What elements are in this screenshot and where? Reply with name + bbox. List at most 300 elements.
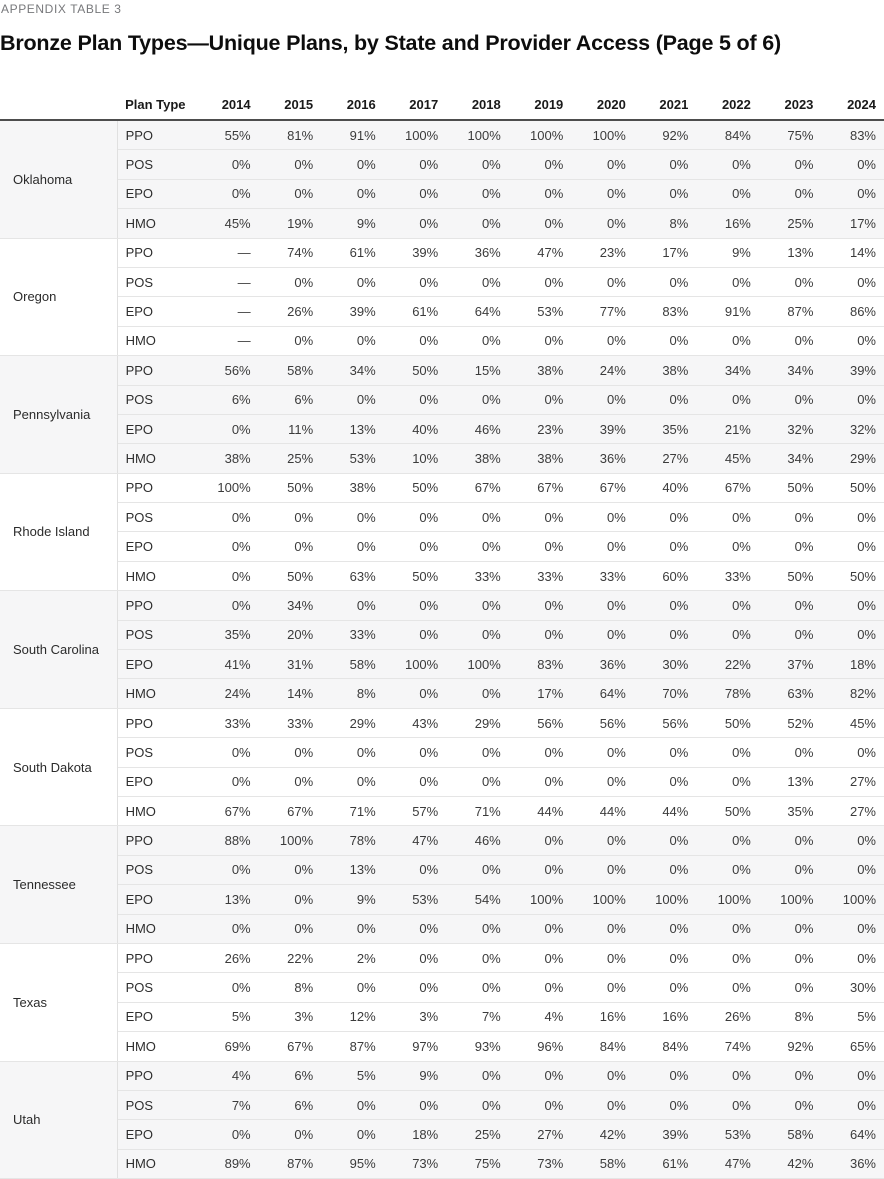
value-cell: 0%	[509, 385, 572, 414]
value-cell: 78%	[696, 679, 759, 708]
value-cell: 0%	[446, 943, 509, 972]
state-name-cell: Tennessee	[0, 826, 117, 944]
value-cell: 87%	[321, 1032, 384, 1061]
value-cell: 0%	[446, 267, 509, 296]
table-row	[0, 855, 884, 884]
value-cell: 0%	[509, 1061, 572, 1090]
value-cell: —	[196, 238, 259, 267]
value-cell: 35%	[759, 796, 822, 825]
value-cell: 0%	[196, 150, 259, 179]
value-cell: 14%	[259, 679, 322, 708]
value-cell: 17%	[509, 679, 572, 708]
value-cell: 0%	[696, 914, 759, 943]
value-cell: 0%	[446, 1090, 509, 1119]
state-name-cell: Texas	[0, 943, 117, 1061]
value-cell: 33%	[571, 561, 634, 590]
value-cell: 0%	[259, 767, 322, 796]
column-header-year: 2019	[509, 89, 572, 120]
value-cell: 38%	[196, 444, 259, 473]
value-cell: 61%	[634, 1149, 697, 1178]
value-cell: 0%	[446, 620, 509, 649]
value-cell: 0%	[384, 620, 447, 649]
value-cell: 83%	[634, 297, 697, 326]
value-cell: 0%	[571, 591, 634, 620]
value-cell: 0%	[759, 326, 822, 355]
plan-type-cell: POS	[117, 150, 196, 179]
value-cell: 0%	[571, 326, 634, 355]
value-cell: 0%	[509, 591, 572, 620]
plan-type-cell: PPO	[117, 943, 196, 972]
value-cell: 21%	[696, 414, 759, 443]
value-cell: 0%	[696, 326, 759, 355]
value-cell: 67%	[259, 1032, 322, 1061]
value-cell: 24%	[196, 679, 259, 708]
value-cell: 0%	[384, 914, 447, 943]
value-cell: 0%	[571, 532, 634, 561]
value-cell: 0%	[384, 326, 447, 355]
column-header-year: 2022	[696, 89, 759, 120]
value-cell: 74%	[259, 238, 322, 267]
value-cell: 100%	[759, 885, 822, 914]
value-cell: 0%	[259, 267, 322, 296]
value-cell: 9%	[321, 209, 384, 238]
value-cell: 8%	[759, 1002, 822, 1031]
value-cell: 0%	[821, 532, 884, 561]
value-cell: 34%	[759, 356, 822, 385]
plan-type-cell: PPO	[117, 120, 196, 150]
value-cell: 0%	[446, 503, 509, 532]
value-cell: 6%	[196, 385, 259, 414]
value-cell: 0%	[196, 973, 259, 1002]
value-cell: 0%	[571, 1090, 634, 1119]
value-cell: 0%	[509, 620, 572, 649]
value-cell: 0%	[821, 620, 884, 649]
table-row	[0, 179, 884, 208]
column-header-year: 2021	[634, 89, 697, 120]
value-cell: 33%	[696, 561, 759, 590]
value-cell: 88%	[196, 826, 259, 855]
value-cell: 0%	[696, 267, 759, 296]
bronze-plan-types-table	[0, 89, 884, 1179]
value-cell: 0%	[696, 1061, 759, 1090]
value-cell: 0%	[446, 385, 509, 414]
value-cell: 0%	[759, 1061, 822, 1090]
value-cell: 81%	[259, 120, 322, 150]
value-cell: 0%	[509, 943, 572, 972]
value-cell: 0%	[634, 738, 697, 767]
table-row	[0, 503, 884, 532]
value-cell: 4%	[196, 1061, 259, 1090]
value-cell: 0%	[634, 385, 697, 414]
value-cell: 0%	[821, 326, 884, 355]
value-cell: 91%	[321, 120, 384, 150]
plan-type-cell: PPO	[117, 708, 196, 737]
value-cell: 0%	[759, 532, 822, 561]
value-cell: 34%	[696, 356, 759, 385]
value-cell: 0%	[696, 591, 759, 620]
value-cell: 22%	[696, 650, 759, 679]
column-header-year: 2017	[384, 89, 447, 120]
table-row	[0, 150, 884, 179]
table-row	[0, 1061, 884, 1090]
plan-type-cell: PPO	[117, 1061, 196, 1090]
value-cell: 82%	[821, 679, 884, 708]
value-cell: 0%	[446, 1061, 509, 1090]
value-cell: 0%	[509, 209, 572, 238]
table-row	[0, 238, 884, 267]
value-cell: 0%	[384, 738, 447, 767]
value-cell: 0%	[321, 326, 384, 355]
value-cell: 16%	[696, 209, 759, 238]
value-cell: 0%	[259, 503, 322, 532]
value-cell: 100%	[696, 885, 759, 914]
value-cell: 36%	[571, 444, 634, 473]
value-cell: 0%	[196, 738, 259, 767]
value-cell: 35%	[634, 414, 697, 443]
value-cell: 0%	[571, 943, 634, 972]
value-cell: 0%	[321, 767, 384, 796]
value-cell: 43%	[384, 708, 447, 737]
value-cell: 41%	[196, 650, 259, 679]
value-cell: 18%	[821, 650, 884, 679]
value-cell: 0%	[384, 267, 447, 296]
value-cell: —	[196, 326, 259, 355]
value-cell: 0%	[321, 973, 384, 1002]
value-cell: 87%	[759, 297, 822, 326]
value-cell: 0%	[571, 620, 634, 649]
value-cell: 67%	[259, 796, 322, 825]
value-cell: 0%	[384, 179, 447, 208]
value-cell: 0%	[384, 532, 447, 561]
value-cell: 56%	[571, 708, 634, 737]
value-cell: 0%	[634, 1061, 697, 1090]
plan-type-cell: HMO	[117, 561, 196, 590]
table-row	[0, 650, 884, 679]
value-cell: 89%	[196, 1149, 259, 1178]
plan-type-cell: EPO	[117, 414, 196, 443]
value-cell: 0%	[509, 150, 572, 179]
value-cell: 0%	[634, 855, 697, 884]
value-cell: 75%	[759, 120, 822, 150]
value-cell: 0%	[571, 385, 634, 414]
column-header-plan-type: Plan Type	[117, 89, 196, 120]
table-row	[0, 297, 884, 326]
value-cell: 36%	[446, 238, 509, 267]
column-header-year: 2018	[446, 89, 509, 120]
value-cell: 0%	[321, 591, 384, 620]
value-cell: 6%	[259, 1090, 322, 1119]
value-cell: 44%	[509, 796, 572, 825]
value-cell: 0%	[196, 179, 259, 208]
value-cell: 56%	[509, 708, 572, 737]
plan-type-cell: EPO	[117, 767, 196, 796]
value-cell: 60%	[634, 561, 697, 590]
plan-type-cell: POS	[117, 503, 196, 532]
value-cell: 100%	[571, 885, 634, 914]
value-cell: 26%	[259, 297, 322, 326]
value-cell: 0%	[759, 943, 822, 972]
value-cell: 0%	[696, 1090, 759, 1119]
plan-type-cell: HMO	[117, 209, 196, 238]
value-cell: 50%	[696, 708, 759, 737]
value-cell: 0%	[759, 620, 822, 649]
value-cell: 42%	[759, 1149, 822, 1178]
value-cell: 0%	[696, 767, 759, 796]
value-cell: 55%	[196, 120, 259, 150]
value-cell: 0%	[384, 767, 447, 796]
value-cell: 64%	[821, 1120, 884, 1149]
value-cell: 0%	[759, 1090, 822, 1119]
value-cell: 42%	[571, 1120, 634, 1149]
plan-type-cell: POS	[117, 385, 196, 414]
column-header-year: 2015	[259, 89, 322, 120]
value-cell: 0%	[196, 914, 259, 943]
value-cell: 17%	[634, 238, 697, 267]
value-cell: 34%	[759, 444, 822, 473]
state-name-cell: Utah	[0, 1061, 117, 1179]
table-row	[0, 473, 884, 502]
value-cell: 0%	[196, 503, 259, 532]
value-cell: 0%	[571, 767, 634, 796]
value-cell: 36%	[571, 650, 634, 679]
plan-type-cell: POS	[117, 1090, 196, 1119]
value-cell: 0%	[821, 267, 884, 296]
value-cell: 58%	[571, 1149, 634, 1178]
value-cell: 0%	[821, 914, 884, 943]
value-cell: 32%	[759, 414, 822, 443]
value-cell: 30%	[634, 650, 697, 679]
value-cell: 0%	[446, 209, 509, 238]
value-cell: 93%	[446, 1032, 509, 1061]
value-cell: 0%	[821, 738, 884, 767]
table-row	[0, 885, 884, 914]
value-cell: 0%	[759, 914, 822, 943]
value-cell: 0%	[634, 326, 697, 355]
value-cell: 0%	[759, 150, 822, 179]
value-cell: 33%	[321, 620, 384, 649]
value-cell: 0%	[509, 767, 572, 796]
table-row	[0, 1149, 884, 1178]
plan-type-cell: EPO	[117, 179, 196, 208]
value-cell: 39%	[821, 356, 884, 385]
value-cell: 0%	[259, 738, 322, 767]
value-cell: 0%	[696, 179, 759, 208]
value-cell: 0%	[446, 767, 509, 796]
table-row	[0, 532, 884, 561]
plan-type-cell: EPO	[117, 885, 196, 914]
value-cell: 0%	[509, 973, 572, 1002]
value-cell: 53%	[321, 444, 384, 473]
value-cell: 61%	[384, 297, 447, 326]
value-cell: 26%	[696, 1002, 759, 1031]
value-cell: 18%	[384, 1120, 447, 1149]
value-cell: 0%	[446, 326, 509, 355]
value-cell: 15%	[446, 356, 509, 385]
value-cell: 11%	[259, 414, 322, 443]
value-cell: 0%	[384, 503, 447, 532]
plan-type-cell: POS	[117, 620, 196, 649]
value-cell: 46%	[446, 826, 509, 855]
plan-type-cell: PPO	[117, 473, 196, 502]
value-cell: 38%	[321, 473, 384, 502]
value-cell: 0%	[634, 973, 697, 1002]
appendix-label: APPENDIX TABLE 3	[1, 2, 122, 16]
value-cell: 27%	[821, 796, 884, 825]
value-cell: 0%	[759, 385, 822, 414]
value-cell: 0%	[571, 738, 634, 767]
value-cell: 33%	[446, 561, 509, 590]
value-cell: 64%	[446, 297, 509, 326]
value-cell: 57%	[384, 796, 447, 825]
table-row	[0, 679, 884, 708]
value-cell: 50%	[384, 561, 447, 590]
value-cell: 39%	[634, 1120, 697, 1149]
value-cell: 58%	[321, 650, 384, 679]
value-cell: 0%	[384, 1090, 447, 1119]
value-cell: 0%	[446, 179, 509, 208]
plan-type-cell: HMO	[117, 1149, 196, 1178]
value-cell: 0%	[509, 326, 572, 355]
state-name-cell: Rhode Island	[0, 473, 117, 591]
value-cell: 67%	[696, 473, 759, 502]
value-cell: 8%	[259, 973, 322, 1002]
plan-type-cell: PPO	[117, 826, 196, 855]
table-row	[0, 708, 884, 737]
value-cell: 69%	[196, 1032, 259, 1061]
value-cell: 87%	[259, 1149, 322, 1178]
value-cell: 2%	[321, 943, 384, 972]
value-cell: 63%	[321, 561, 384, 590]
value-cell: 20%	[259, 620, 322, 649]
value-cell: 0%	[759, 267, 822, 296]
value-cell: 38%	[509, 356, 572, 385]
value-cell: 0%	[259, 885, 322, 914]
value-cell: 0%	[384, 855, 447, 884]
state-name-cell: Oregon	[0, 238, 117, 356]
value-cell: 0%	[634, 914, 697, 943]
value-cell: 13%	[321, 414, 384, 443]
value-cell: 0%	[446, 855, 509, 884]
table-row	[0, 826, 884, 855]
value-cell: 0%	[634, 267, 697, 296]
table-row	[0, 943, 884, 972]
value-cell: 53%	[696, 1120, 759, 1149]
column-header-year: 2016	[321, 89, 384, 120]
value-cell: 71%	[446, 796, 509, 825]
value-cell: 0%	[196, 1120, 259, 1149]
value-cell: 0%	[384, 973, 447, 1002]
value-cell: 0%	[571, 267, 634, 296]
value-cell: 100%	[384, 120, 447, 150]
value-cell: 86%	[821, 297, 884, 326]
value-cell: 25%	[446, 1120, 509, 1149]
value-cell: 0%	[634, 1090, 697, 1119]
value-cell: 0%	[196, 855, 259, 884]
value-cell: 12%	[321, 1002, 384, 1031]
value-cell: 0%	[509, 532, 572, 561]
value-cell: 0%	[259, 1120, 322, 1149]
value-cell: 0%	[696, 385, 759, 414]
value-cell: 0%	[821, 943, 884, 972]
value-cell: 58%	[259, 356, 322, 385]
value-cell: 25%	[759, 209, 822, 238]
value-cell: 38%	[509, 444, 572, 473]
value-cell: 0%	[571, 855, 634, 884]
value-cell: 0%	[696, 826, 759, 855]
value-cell: 0%	[446, 679, 509, 708]
value-cell: 100%	[634, 885, 697, 914]
value-cell: 3%	[384, 1002, 447, 1031]
value-cell: 0%	[821, 179, 884, 208]
state-name-cell: Oklahoma	[0, 120, 117, 238]
value-cell: 91%	[696, 297, 759, 326]
table-row	[0, 1032, 884, 1061]
value-cell: 0%	[634, 150, 697, 179]
value-cell: 0%	[821, 1061, 884, 1090]
value-cell: 96%	[509, 1032, 572, 1061]
value-cell: 0%	[634, 943, 697, 972]
plan-type-cell: EPO	[117, 297, 196, 326]
value-cell: 0%	[259, 326, 322, 355]
value-cell: 0%	[321, 1120, 384, 1149]
value-cell: 0%	[509, 503, 572, 532]
value-cell: 83%	[509, 650, 572, 679]
value-cell: 45%	[196, 209, 259, 238]
value-cell: 0%	[509, 826, 572, 855]
value-cell: 7%	[196, 1090, 259, 1119]
value-cell: 50%	[759, 473, 822, 502]
value-cell: 100%	[446, 120, 509, 150]
value-cell: 67%	[509, 473, 572, 502]
value-cell: 47%	[696, 1149, 759, 1178]
value-cell: 0%	[696, 738, 759, 767]
value-cell: 84%	[696, 120, 759, 150]
value-cell: 6%	[259, 385, 322, 414]
value-cell: 0%	[634, 532, 697, 561]
value-cell: 92%	[634, 120, 697, 150]
value-cell: 92%	[759, 1032, 822, 1061]
value-cell: 40%	[384, 414, 447, 443]
table-row	[0, 267, 884, 296]
value-cell: 0%	[259, 855, 322, 884]
value-cell: 97%	[384, 1032, 447, 1061]
value-cell: 0%	[321, 385, 384, 414]
value-cell: 73%	[509, 1149, 572, 1178]
value-cell: 64%	[571, 679, 634, 708]
value-cell: 100%	[509, 885, 572, 914]
value-cell: 35%	[196, 620, 259, 649]
value-cell: 47%	[509, 238, 572, 267]
value-cell: 77%	[571, 297, 634, 326]
plan-type-cell: PPO	[117, 356, 196, 385]
value-cell: 73%	[384, 1149, 447, 1178]
table-row	[0, 209, 884, 238]
value-cell: 0%	[759, 179, 822, 208]
table-row	[0, 973, 884, 1002]
value-cell: 0%	[196, 561, 259, 590]
value-cell: 38%	[446, 444, 509, 473]
value-cell: 0%	[759, 591, 822, 620]
value-cell: 100%	[821, 885, 884, 914]
value-cell: 0%	[696, 855, 759, 884]
state-name-cell: South Dakota	[0, 708, 117, 826]
value-cell: 0%	[571, 150, 634, 179]
value-cell: 23%	[509, 414, 572, 443]
value-cell: 63%	[759, 679, 822, 708]
table-row	[0, 1002, 884, 1031]
value-cell: 0%	[696, 620, 759, 649]
plan-type-cell: HMO	[117, 444, 196, 473]
